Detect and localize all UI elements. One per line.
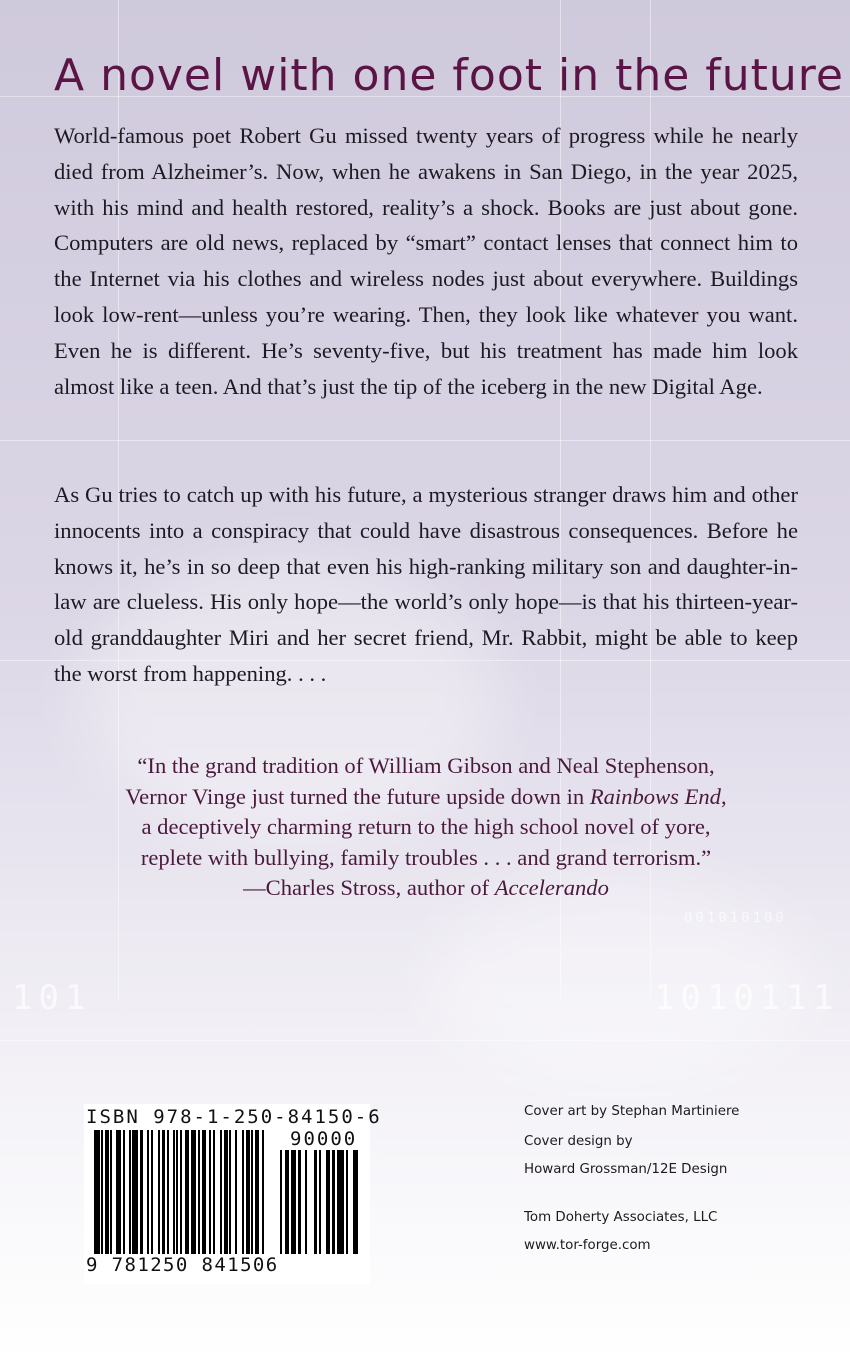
background-binary-left: 101 — [12, 978, 92, 1018]
barcode-bar — [337, 1150, 344, 1254]
quote-book-title: Rainbows End — [589, 783, 721, 809]
attribution-author: —Charles Stross, author of — [243, 875, 495, 900]
quote-attribution — [54, 873, 798, 903]
credit-designer: Howard Grossman/12E Design — [524, 1162, 728, 1177]
background-grid-line — [0, 440, 850, 441]
quote-line-2: Vernor Vinge just turned the future upside down in — [125, 783, 590, 809]
ean-digits: 9 781250 841506 — [86, 1254, 279, 1276]
barcode-space — [264, 1130, 270, 1254]
headline: A novel with one foot in the future — [54, 50, 844, 101]
quote-line-4: replete with bullying, family troubles . . . and grand terrorism.” — [140, 844, 712, 870]
addon-barcode — [280, 1150, 360, 1254]
publisher-website: www.tor-forge.com — [524, 1238, 651, 1253]
attribution-work: Accelerando — [494, 875, 609, 900]
barcode-space — [358, 1150, 360, 1254]
quote-line-3: a deceptively charming return to the high school novel of yore, — [141, 814, 711, 840]
quote-comma: , — [720, 783, 727, 809]
quote-line-1: “In the grand tradition of William Gibson and Neal Stephenson, — [137, 753, 715, 778]
blurb-paragraph-2: As Gu tries to catch up with his future, a mysterious stranger draws him and other innocents into a conspiracy that could have disastrous consequences. Before he knows it, he’s in so deep that even his high-ranking military son and daughter-in-law are clueless. His only hope—the world’s only hope—is that his thirteen-year-old granddaughter Miri and her secret friend, Mr. Rabbit, might be able to keep the worst from happening. . . . — [54, 482, 798, 686]
background-binary-right: 1010111 — [654, 978, 840, 1018]
publisher-name: Tom Doherty Associates, LLC — [524, 1210, 718, 1225]
background-grid-line — [0, 1040, 850, 1041]
credit-cover-art: Cover art by Stephan Martiniere — [524, 1104, 740, 1119]
background-binary-small: 001010100 — [684, 910, 787, 926]
price-code: 90000 — [290, 1128, 358, 1150]
credit-cover-design: Cover design by — [524, 1134, 633, 1149]
isbn-label: ISBN 978-1-250-84150-6 — [86, 1106, 382, 1128]
review-quote — [54, 751, 798, 873]
ean-barcode — [94, 1130, 270, 1254]
barcode-space — [307, 1150, 314, 1254]
blurb-paragraph-1: World-famous poet Robert Gu missed twenty years of progress while he nearly died from Alzheimer’s. Now, when he awakens in San Diego, in the year 2025, with his mind and health restored, reality’s a shock. Books are just about gone. Computers are old news, replaced by “smart” contact lenses that connect him to the Internet via his clothes and wireless nodes just about everywhere. Buildings look low-rent—unless you’re wearing. Then, they look like whatever you want. Even he is different. He’s seventy-five, but his treatment has made him look almost like a teen. And that’s just the tip of the iceberg in the new Digital Age. — [54, 123, 798, 399]
